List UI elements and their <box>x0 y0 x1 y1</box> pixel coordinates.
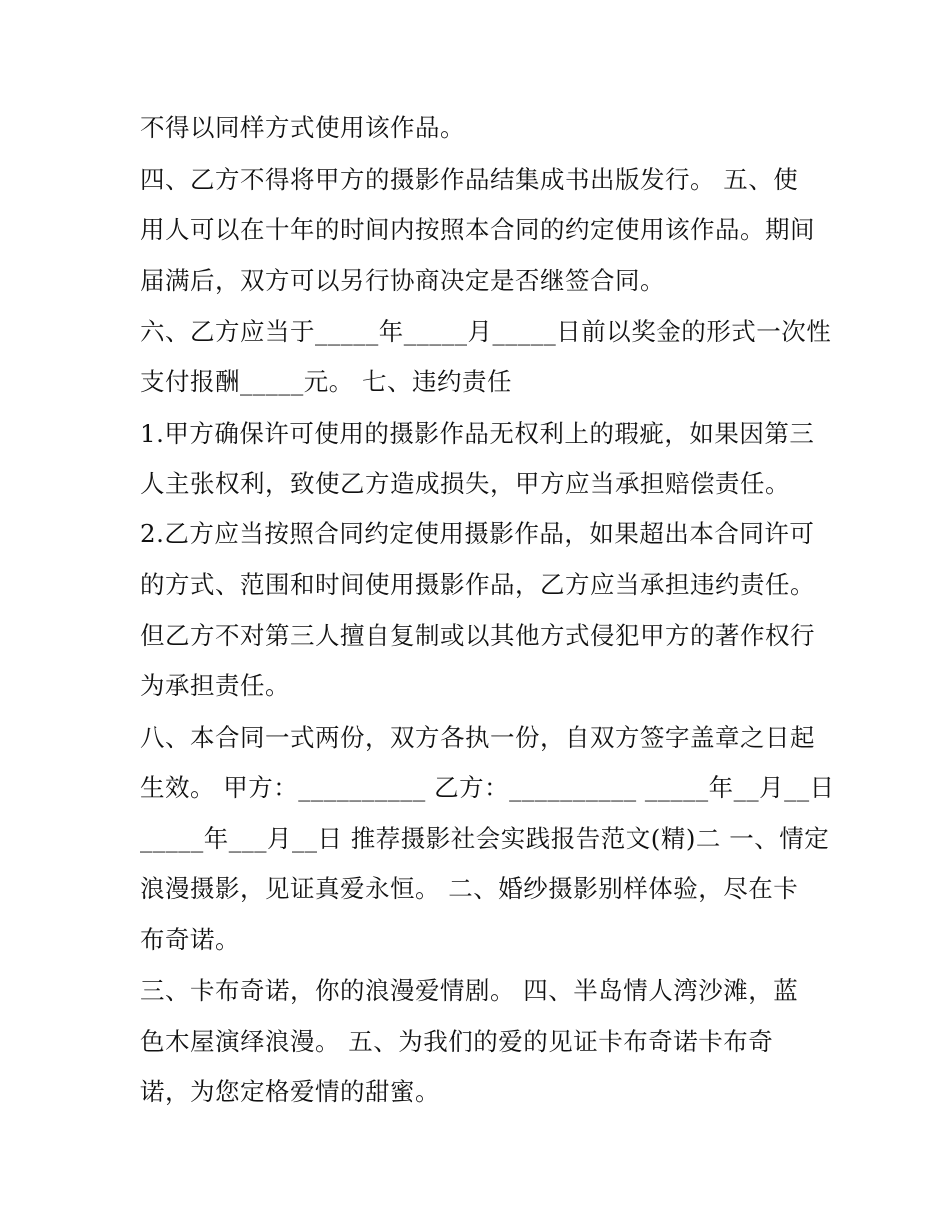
text-line: 用人可以在十年的时间内按照本合同的约定使用该作品。期间 <box>140 215 815 244</box>
text-line: 布奇诺。 <box>140 925 240 954</box>
text-line: 1.甲方确保许可使用的摄影作品无权利上的瑕疵，如果因第三 <box>140 419 815 448</box>
text-line: 三、卡布奇诺，你的浪漫爱情剧。 四、半岛情人湾沙滩，蓝 <box>140 976 799 1005</box>
text-line: 不得以同样方式使用该作品。 <box>140 113 465 142</box>
text-line: 色木屋演绎浪漫。 五、为我们的爱的见证卡布奇诺卡布奇 <box>140 1027 774 1056</box>
text-line: 支付报酬_____元。 七、违约责任 <box>140 367 513 396</box>
text-line: 但乙方不对第三人擅自复制或以其他方式侵犯甲方的著作权行 <box>140 621 815 650</box>
text-line: 四、乙方不得将甲方的摄影作品结集成书出版发行。 五、使 <box>140 165 799 194</box>
text-line: 人主张权利，致使乙方造成损失，甲方应当承担赔偿责任。 <box>140 469 790 498</box>
text-line: 六、乙方应当于_____年_____月_____日前以奖金的形式一次性 <box>140 317 832 346</box>
text-line: 浪漫摄影，见证真爱永恒。 二、婚纱摄影别样体验，尽在卡 <box>140 874 799 903</box>
text-line: 生效。 甲方：__________ 乙方：__________ _____年__月__日 <box>140 773 835 802</box>
text-line: _____年___月__日 推荐摄影社会实践报告范文(精)二 一、情定 <box>140 824 830 853</box>
text-line: 的方式、范围和时间使用摄影作品，乙方应当承担违约责任。 <box>140 570 815 599</box>
text-line: 届满后，双方可以另行协商决定是否继签合同。 <box>140 266 665 295</box>
text-line: 2.乙方应当按照合同约定使用摄影作品，如果超出本合同许可 <box>140 519 815 548</box>
text-line: 为承担责任。 <box>140 671 290 700</box>
text-line: 八、本合同一式两份，双方各执一份，自双方签字盖章之日起 <box>140 723 815 752</box>
text-line: 诺，为您定格爱情的甜蜜。 <box>140 1077 440 1106</box>
